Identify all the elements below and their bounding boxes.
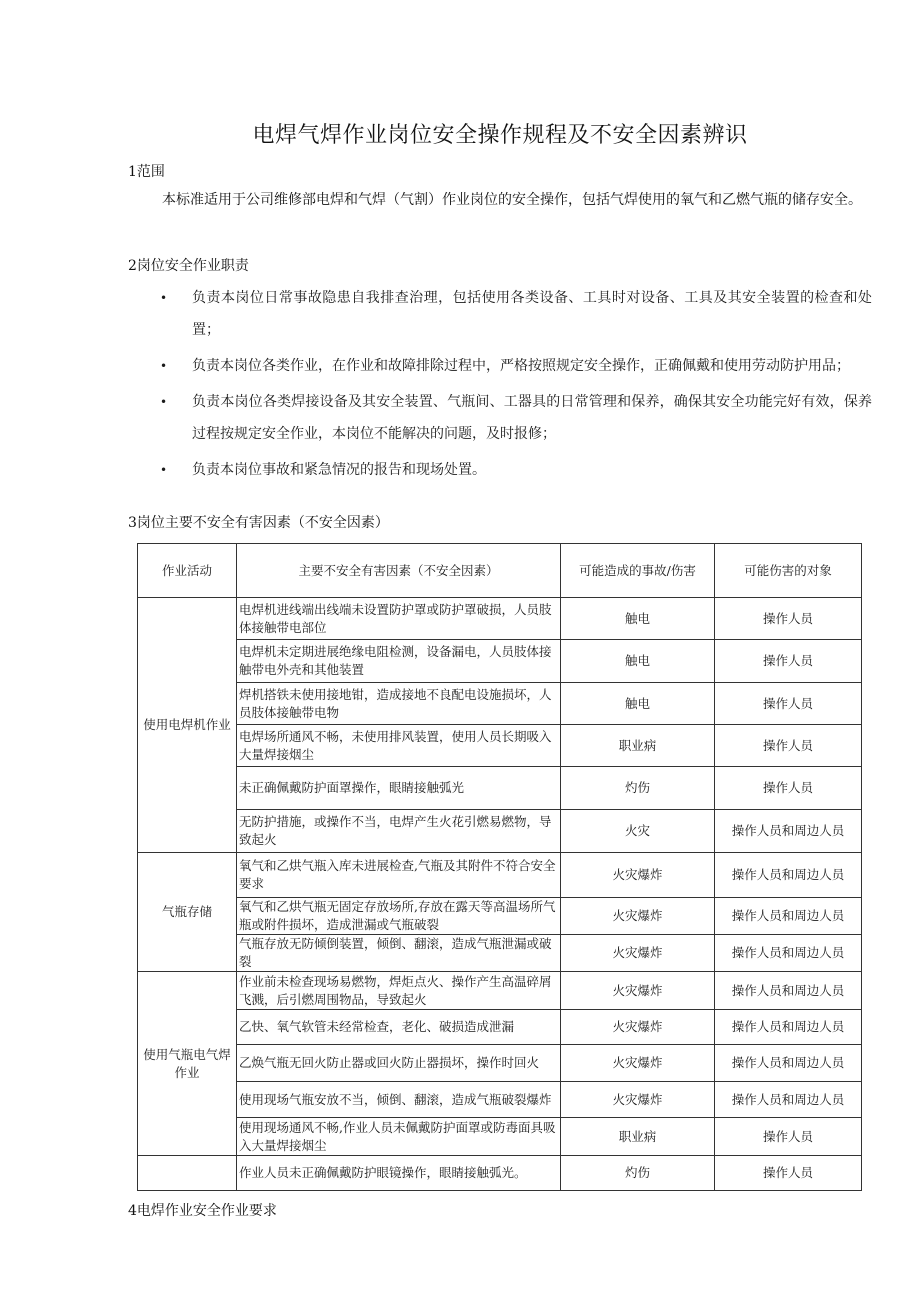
- target-cell: 操作人员和周边人员: [715, 1082, 862, 1118]
- activity-cell: 使用电焊机作业: [138, 598, 237, 853]
- target-cell: 操作人员: [715, 640, 862, 683]
- table-row: [138, 1156, 862, 1191]
- accident-cell: 火灾: [561, 810, 715, 853]
- table-row: [138, 935, 862, 972]
- accident-cell: 火灾爆炸: [561, 1082, 715, 1118]
- table-row: [138, 725, 862, 767]
- target-cell: 操作人员: [715, 725, 862, 767]
- list-item-text: 负责本岗位各类焊接设备及其安全装置、气瓶间、工器具的日常管理和保养，确保其安全功能完好有效，保养过程按规定安全作业，本岗位不能解决的问题，及时报修；: [192, 394, 872, 442]
- table-row: [138, 767, 862, 810]
- target-cell: 操作人员: [715, 598, 862, 640]
- list-item-text: 负责本岗位事故和紧急情况的报告和现场处置。: [192, 462, 486, 478]
- list-item: [160, 454, 872, 486]
- table-header-row: [138, 544, 862, 598]
- bullet-icon: •: [160, 395, 168, 409]
- accident-cell: 触电: [561, 683, 715, 725]
- accident-cell: 火灾爆炸: [561, 1010, 715, 1045]
- factor-cell: 乙快、氧气软管未经常检查，老化、破损造成泄漏: [237, 1010, 561, 1045]
- section-1-heading: 1范围: [128, 164, 165, 180]
- table-row: [138, 1045, 862, 1082]
- factor-cell: 作业前未检查现场易燃物，焊炬点火、操作产生高温碎屑飞溅，后引燃周围物品，导致起火: [237, 972, 561, 1010]
- column-header-target: 可能伤害的对象: [715, 544, 862, 598]
- accident-cell: 灼伤: [561, 1156, 715, 1191]
- target-cell: 操作人员: [715, 1156, 862, 1191]
- factor-cell: 电焊场所通风不畅，未使用排风装置，使用人员长期吸入大量焊接烟尘: [237, 725, 561, 767]
- factor-cell: 无防护措施，或操作不当，电焊产生火花引燃易燃物，导致起火: [237, 810, 561, 853]
- table-row: [138, 598, 862, 640]
- target-cell: 操作人员: [715, 767, 862, 810]
- target-cell: 操作人员和周边人员: [715, 1010, 862, 1045]
- responsibility-list: [160, 282, 872, 490]
- list-item-text: 负责本岗位日常事故隐患自我排查治理，包括使用各类设备、工具时对设备、工具及其安全装置的检查和处置；: [192, 290, 872, 338]
- factor-cell: 未正确佩戴防护面罩操作，眼睛接触弧光: [237, 767, 561, 810]
- table-row: [138, 1010, 862, 1045]
- activity-cell: 气瓶存储: [138, 853, 237, 972]
- factor-cell: 电焊机未定期进展绝缘电阻检测，设备漏电，人员肢体接触带电外壳和其他装置: [237, 640, 561, 683]
- activity-cell: 使用气瓶电气焊作业: [138, 972, 237, 1156]
- factor-cell: 电焊机进线端出线端未设置防护罩或防护罩破损，人员肢体接触带电部位: [237, 598, 561, 640]
- bullet-icon: •: [160, 359, 168, 373]
- factor-cell: 乙焕气瓶无回火防止器或回火防止器损坏，操作时回火: [237, 1045, 561, 1082]
- column-header-accident: 可能造成的事故/伤害: [561, 544, 715, 598]
- factor-cell: 气瓶存放无防倾倒装置，倾倒、翻滚，造成气瓶泄漏或破裂: [237, 935, 561, 972]
- target-cell: 操作人员和周边人员: [715, 810, 862, 853]
- table-row: [138, 810, 862, 853]
- section-4-heading: 4电焊作业安全作业要求: [128, 1203, 277, 1219]
- bullet-icon: •: [160, 291, 168, 305]
- target-cell: 操作人员和周边人员: [715, 853, 862, 898]
- section-1-paragraph: 本标准适用于公司维修部电焊和气焊（气割）作业岗位的安全操作，包括气焊使用的氧气和乙燃气瓶的储存安全。: [162, 192, 862, 208]
- activity-cell: [138, 1156, 237, 1191]
- accident-cell: 触电: [561, 598, 715, 640]
- factor-cell: 氧气和乙烘气瓶入库未进展检查,气瓶及其附件不符合安全要求: [237, 853, 561, 898]
- table-row: [138, 898, 862, 935]
- accident-cell: 火灾爆炸: [561, 898, 715, 935]
- list-item: [160, 350, 872, 382]
- table-row: [138, 683, 862, 725]
- target-cell: 操作人员和周边人员: [715, 935, 862, 972]
- accident-cell: 火灾爆炸: [561, 972, 715, 1010]
- accident-cell: 火灾爆炸: [561, 935, 715, 972]
- factor-cell: 氧气和乙烘气瓶无固定存放场所,存放在露天等高温场所气瓶或附件损坏，造成泄漏或气瓶破裂: [237, 898, 561, 935]
- factor-cell: 作业人员未正确佩戴防护眼镜操作，眼睛接触弧光。: [237, 1156, 561, 1191]
- accident-cell: 火灾爆炸: [561, 1045, 715, 1082]
- accident-cell: 触电: [561, 640, 715, 683]
- list-item: [160, 386, 872, 450]
- section-3-heading: 3岗位主要不安全有害因素（不安全因素）: [128, 515, 389, 531]
- target-cell: 操作人员: [715, 1118, 862, 1156]
- accident-cell: 职业病: [561, 1118, 715, 1156]
- accident-cell: 职业病: [561, 725, 715, 767]
- table-row: [138, 853, 862, 898]
- list-item: [160, 282, 872, 346]
- target-cell: 操作人员和周边人员: [715, 972, 862, 1010]
- hazard-table: [137, 543, 862, 1191]
- column-header-factor: 主要不安全有害因素（不安全因素）: [237, 544, 561, 598]
- target-cell: 操作人员和周边人员: [715, 898, 862, 935]
- document-title: 电焊气焊作业岗位安全操作规程及不安全因素辨识: [252, 123, 748, 148]
- section-2-heading: 2岗位安全作业职责: [128, 258, 249, 274]
- target-cell: 操作人员: [715, 683, 862, 725]
- accident-cell: 灼伤: [561, 767, 715, 810]
- factor-cell: 使用现场气瓶安放不当，倾倒、翻滚，造成气瓶破裂爆炸: [237, 1082, 561, 1118]
- column-header-activity: 作业活动: [138, 544, 237, 598]
- factor-cell: 焊机搭铁未使用接地钳，造成接地不良配电设施损坏，人员肢体接触带电物: [237, 683, 561, 725]
- target-cell: 操作人员和周边人员: [715, 1045, 862, 1082]
- bullet-icon: •: [160, 463, 168, 477]
- table-row: [138, 1082, 862, 1118]
- table-row: [138, 972, 862, 1010]
- accident-cell: 火灾爆炸: [561, 853, 715, 898]
- table-row: [138, 640, 862, 683]
- list-item-text: 负责本岗位各类作业，在作业和故障排除过程中，严格按照规定安全操作，正确佩戴和使用劳动防护用品；: [192, 358, 850, 374]
- factor-cell: 使用现场通风不畅,作业人员未佩戴防护面罩或防毒面具吸入大量焊接烟尘: [237, 1118, 561, 1156]
- table-row: [138, 1118, 862, 1156]
